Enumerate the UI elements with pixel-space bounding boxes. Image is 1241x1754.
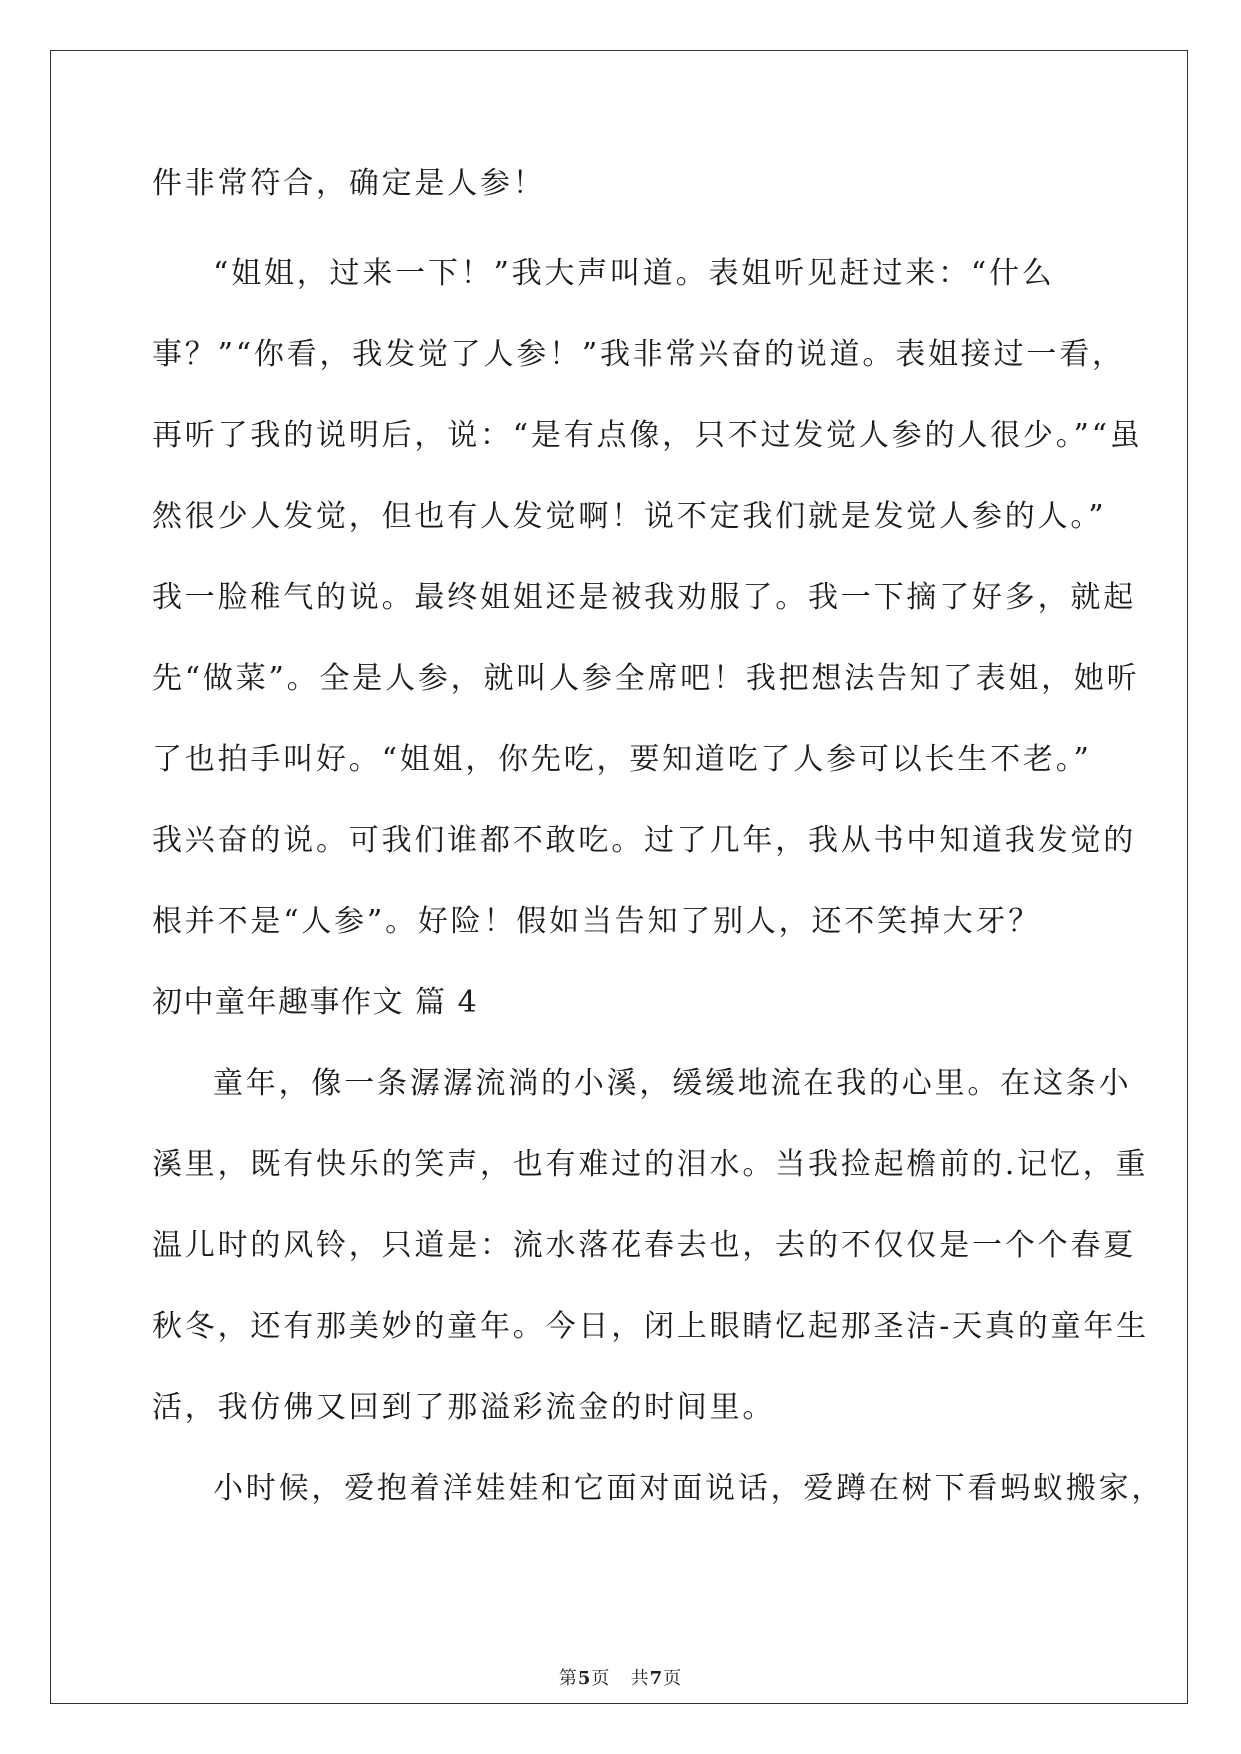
text-line: “姐姐，过来一下！”我大声叫道。表姐听见赶过来：“什么: [213, 256, 1055, 291]
page-footer: [0, 1664, 1241, 1690]
text-line: 事？”“你看，我发觉了人参！”我非常兴奋的说道。表姐接过一看，: [152, 337, 1125, 372]
text-line: 件非常符合，确定是人参！: [152, 166, 546, 201]
text-line: 再听了我的说明后，说：“是有点像，只不过发觉人参的人很少。”“虽: [152, 418, 1143, 453]
footer-prefix: 第: [558, 1668, 578, 1689]
total-page-number: 7: [649, 1668, 664, 1689]
text-line: 根并不是“人参”。好险！假如当告知了别人，还不笑掉大牙？: [152, 904, 1042, 939]
text-line: 我兴奋的说。可我们谁都不敢吃。过了几年，我从书中知道我发觉的: [152, 823, 1136, 858]
text-line: 溪里，既有快乐的笑声，也有难过的泪水。当我捡起檐前的.记忆，重: [152, 1147, 1149, 1182]
section-heading: 初中童年趣事作文 篇 4: [152, 985, 479, 1020]
footer-total-unit: 页: [663, 1668, 683, 1689]
text-line: 了也拍手叫好。“姐姐，你先吃，要知道吃了人参可以长生不老。”: [152, 742, 1092, 777]
text-line: 我一脸稚气的说。最终姐姐还是被我劝服了。我一下摘了好多，就起: [152, 580, 1136, 615]
text-line: 秋冬，还有那美妙的童年。今日，闭上眼睛忆起那圣洁-天真的童年生: [152, 1309, 1149, 1344]
text-line: 先“做菜”。全是人参，就叫人参全席吧！我把想法告知了表姐，她听: [152, 661, 1140, 696]
footer-page-unit: 页: [591, 1668, 611, 1689]
text-line: 小时候，爱抱着洋娃娃和它面对面说话，爱蹲在树下看蚂蚁搬家，: [213, 1471, 1165, 1506]
current-page-number: 5: [577, 1668, 592, 1689]
text-line: 然很少人发觉，但也有人发觉啊！说不定我们就是发觉人参的人。”: [152, 499, 1107, 534]
text-line: 温儿时的风铃，只道是：流水落花春去也，去的不仅仅是一个个春夏: [152, 1228, 1136, 1263]
document-body: [152, 160, 1165, 1546]
text-line: 童年，像一条潺潺流淌的小溪，缓缓地流在我的心里。在这条小: [213, 1066, 1132, 1101]
text-line: 活，我仿佛又回到了那溢彩流金的时间里。: [152, 1390, 776, 1425]
footer-total-prefix: 共: [630, 1668, 650, 1689]
